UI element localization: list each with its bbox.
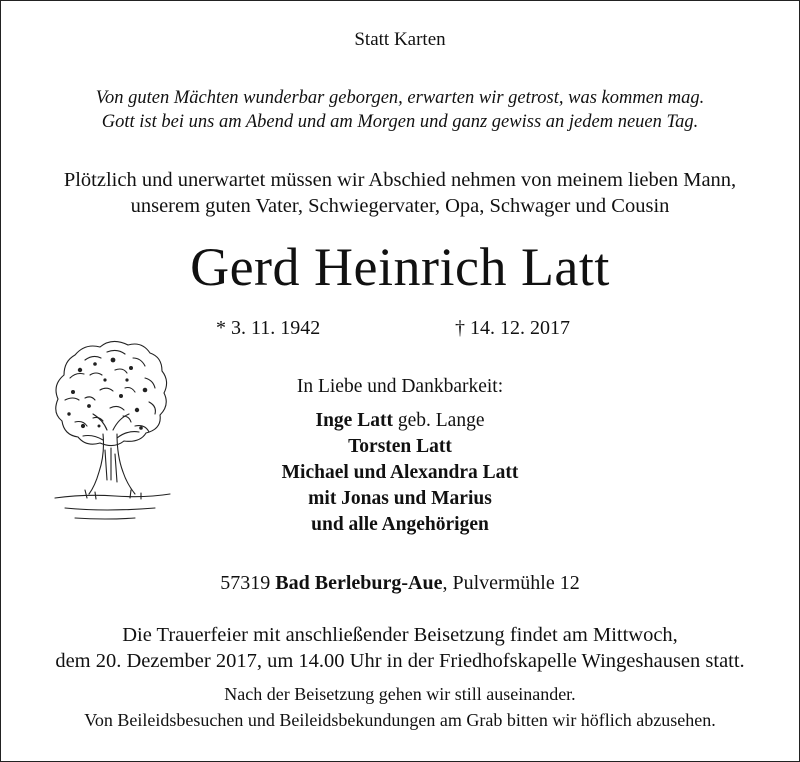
address-city: Bad Berleburg-Aue [275, 572, 443, 594]
quote-line-2: Gott ist bei uns am Abend und am Morgen und ganz gewiss an jedem neuen Tag. [101, 112, 699, 132]
ceremony-line-1: Die Trauerfeier mit anschließender Beisetzung findet am Mittwoch, [122, 624, 678, 646]
ceremony-line-2: dem 20. Dezember 2017, um 14.00 Uhr in der Friedhofskapelle Wingeshausen statt. [55, 650, 745, 672]
birth-date: * 3. 11. 1942 [216, 317, 321, 339]
mourner-line-2: Torsten Latt [348, 436, 452, 457]
mourner-line-3: Michael und Alexandra Latt [281, 462, 519, 483]
note-line-1: Nach der Beisetzung gehen wir still auseinander. [224, 684, 576, 704]
intro-line-1: Plötzlich und unerwartet müssen wir Abschied nehmen von meinem lieben Mann, [63, 169, 737, 191]
mourner-spouse-maiden: geb. Lange [392, 410, 485, 431]
intro-line-2: unserem guten Vater, Schwiegervater, Opa, Schwager und Cousin [130, 195, 670, 217]
address-zip: 57319 [220, 572, 276, 594]
family-address [0, 572, 800, 595]
mourner-line-5: und alle Angehörigen [311, 514, 489, 535]
statt-karten-label: Statt Karten [354, 29, 446, 50]
mourner-line-4: mit Jonas und Marius [308, 488, 492, 509]
death-date: † 14. 12. 2017 [455, 317, 570, 339]
mourners-heading: In Liebe und Dankbarkeit: [296, 376, 504, 397]
mourner-spouse-name: Inge Latt [315, 410, 393, 431]
mourner-spouse [180, 410, 620, 432]
tree-illustration-icon [45, 330, 175, 530]
quote-line-1: Von guten Mächten wunderbar geborgen, erwarten wir getrost, was kommen mag. [95, 88, 705, 108]
note-line-2: Von Beileidsbesuchen und Beileidsbekundungen am Grab bitten wir höflich abzusehen. [84, 710, 716, 730]
address-street: , Pulvermühle 12 [442, 572, 580, 594]
deceased-name: Gerd Heinrich Latt [190, 237, 610, 297]
